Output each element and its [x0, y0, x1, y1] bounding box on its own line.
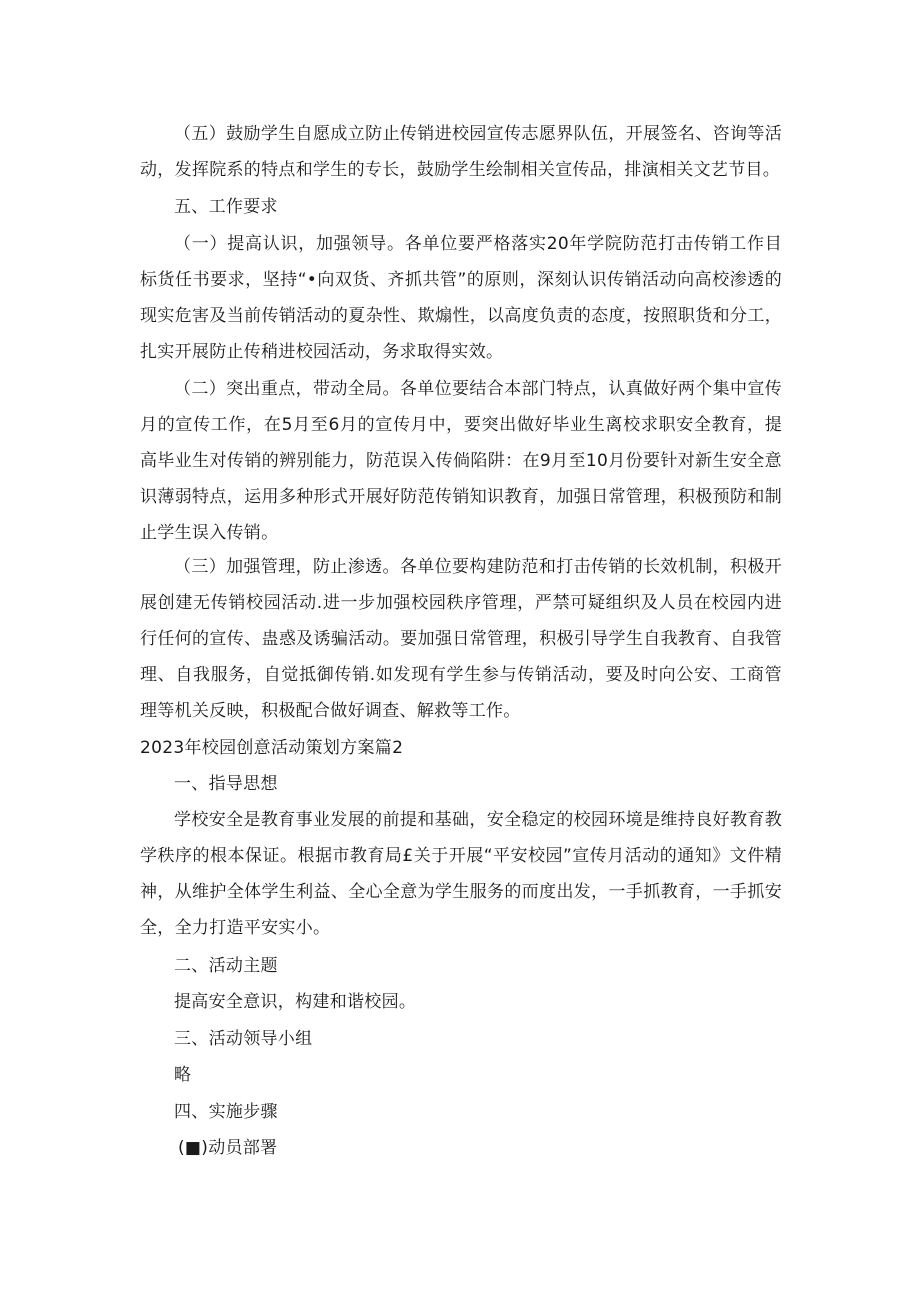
heading-work-requirements: 五、工作要求 [174, 197, 278, 217]
heading-activity-theme: 二、活动主题 [174, 956, 278, 976]
activity-theme-text: 提高安全意识，构建和谐校园。 [174, 992, 417, 1012]
requirement-2-text: （二）突出重点，带动全局。各单位要结合本部门特点，认真做好两个集中宣传月的宣传工作，在5月至6月的宣传月中，要突出做好毕业生离校求职安全教育，提高毕业生对传销的辨别能力，防范误入传倘陷阱：在9月至10月份要针对新生安全意识薄弱特点，运用多种形式开展好防范传销知识教育，加强日常管理，积极预防和制止学生误入传销。 [140, 379, 782, 543]
guiding-thought-text: 学校安全是教育事业发展的前提和基础，安全稳定的校园环境是维持良好教育教学秩序的根本保证。根据市教育局£关于开展“平安校园”宣传月活动的通知》文件精神，从维护全体学生利益、全心全意为学生服务的而度出发，一手抓教育，一手抓安全，全力打造平安实小。 [140, 810, 782, 938]
item-5-text: （五）鼓励学生自愿成立防止传销进校园宣传志愿界队伍，开展签名、咨询等活动，发挥院系的特点和学生的专长，鼓励学生绘制相关宣传品，排演相关文艺节目。 [140, 124, 782, 180]
step-1-heading: (■)动员部署 [178, 1138, 278, 1158]
heading-implementation-steps: 四、实施步骤 [174, 1102, 278, 1122]
requirement-3-text: （三）加强管理，防止渗透。各单位要构建防范和打击传销的长效机制，积极开展创建无传销校园活动.进一步加强校园秩序管理，严禁可疑组织及人员在校园内进行任何的宣传、蛊惑及诱骗活动。要加强日常管理，积极引导学生自我教育、自我管理、自我服务，自觉抵御传销.如发现有学生参与传销活动，要及时向公安、工商管理等机关反映，积极配合做好调查、解救等工作。 [140, 557, 782, 721]
leadership-group-text: 略 [174, 1065, 192, 1085]
section-title-plan-2: 2023年校园创意活动策划方案篇2 [140, 738, 404, 758]
heading-guiding-thought: 一、指导思想 [174, 774, 278, 794]
heading-leadership-group: 三、活动领导小组 [174, 1029, 313, 1049]
requirement-1-text: （一）提高认识，加强领导。各单位要严格落实20年学院防范打击传销工作目标货任书要求，坚持“•向双货、齐抓共管”的原则，深刻认识传销活动向高校渗透的现实危害及当前传销活动的夏杂性、欺煽性，以高度负责的态度，按照职货和分工，扎实开展防止传稍进校园活动，务求取得实效。 [140, 234, 782, 362]
